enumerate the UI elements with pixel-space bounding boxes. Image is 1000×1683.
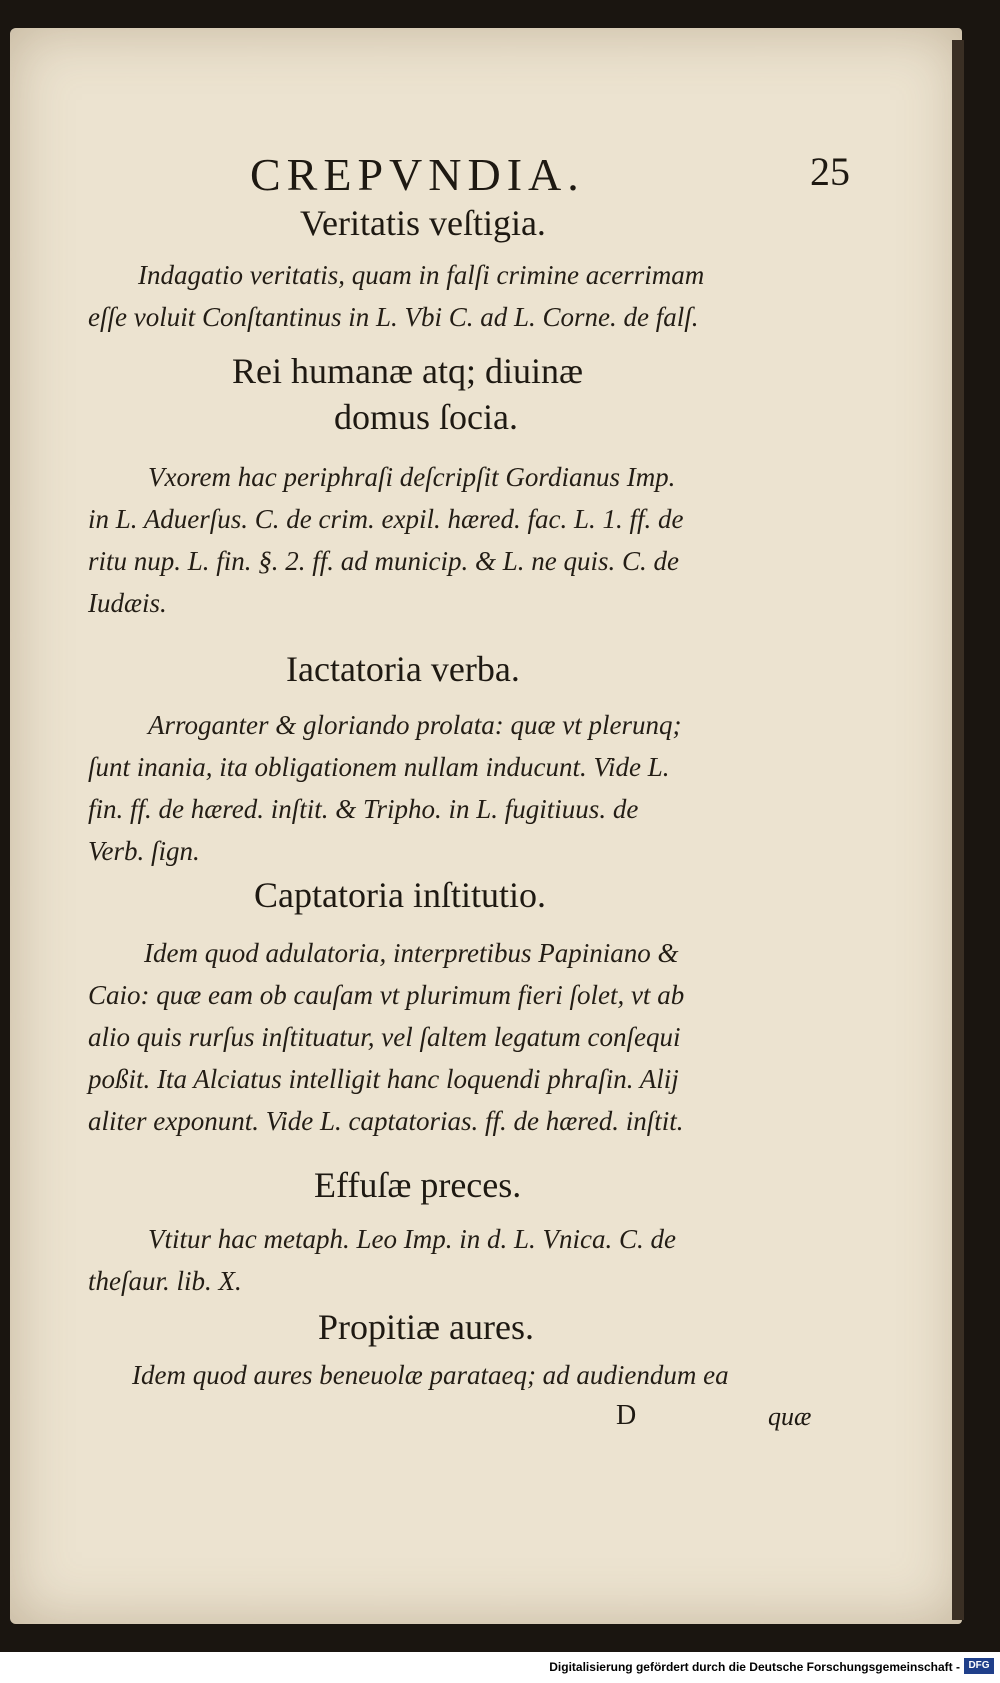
text-line: fin. ff. de hæred. inſtit. & Tripho. in L. fugitiuus. de <box>88 794 639 824</box>
section-body <box>88 932 820 1142</box>
text-line: Indagatio veritatis, quam in falſi crimine acerrimam <box>138 260 705 290</box>
section-heading: Veritatis veſtigia. <box>300 203 546 243</box>
section-body <box>88 704 820 872</box>
section-heading: Captatoria inſtitutio. <box>254 875 546 915</box>
section-body <box>88 1354 820 1396</box>
text-line: ritu nup. L. fin. §. 2. ff. ad municip. & L. ne quis. C. de <box>88 546 680 576</box>
text-line: Vxorem hac periphraſi deſcripſit Gordianus Imp. <box>148 462 676 492</box>
section-body <box>88 254 820 338</box>
text-line: Verb. ſign. <box>88 836 200 866</box>
text-line: Vtitur hac metaph. Leo Imp. in d. L. Vnica. C. de <box>148 1224 676 1254</box>
text-line: alio quis rurſus inſtituatur, vel ſaltem legatum conſequi <box>88 1022 681 1052</box>
text-line: Iudæis. <box>88 588 167 618</box>
text-line: Arroganter & gloriando prolata: quæ vt plerunq; <box>148 710 682 740</box>
section-body <box>88 1218 820 1302</box>
section-heading-continued: domus ſocia. <box>334 397 518 437</box>
text-line: Idem quod aures beneuolæ parataeq; ad audiendum ea <box>132 1360 729 1390</box>
text-line: aliter exponunt. Vide L. captatorias. ff. de hæred. inſtit. <box>88 1106 684 1136</box>
catchword: quæ <box>768 1402 812 1431</box>
text-line: Idem quod adulatoria, interpretibus Papiniano & <box>144 938 679 968</box>
text-line: theſaur. lib. X. <box>88 1266 242 1296</box>
text-line: Caio: quæ eam ob cauſam vt plurimum fieri ſolet, vt ab <box>88 980 685 1010</box>
text-line: poßit. Ita Alciatus intelligit hanc loquendi phraſin. Alij <box>88 1064 679 1094</box>
section-body <box>88 456 820 624</box>
section-heading: Iactatoria verba. <box>286 649 520 689</box>
section-heading: Propitiæ aures. <box>318 1307 534 1347</box>
running-title: CREPVNDIA. <box>250 149 585 200</box>
funding-credit: Digitalisierung gefördert durch die Deutsche Forschungsgemeinschaft - <box>549 1660 960 1674</box>
footer-bar <box>0 1652 1000 1683</box>
text-line: in L. Aduerſus. C. de crim. expil. hæred. fac. L. 1. ff. de <box>88 504 684 534</box>
text-line: eſſe voluit Conſtantinus in L. Vbi C. ad L. Corne. de falſ. <box>88 302 699 332</box>
dfg-logo: DFG <box>964 1658 994 1674</box>
page-number: 25 <box>810 149 850 194</box>
signature-mark: D <box>616 1400 637 1431</box>
text-line: ſunt inania, ita obligationem nullam inducunt. Vide L. <box>88 752 670 782</box>
section-heading: Rei humanæ atq; diuinæ <box>232 351 583 391</box>
page-edge <box>952 40 964 1620</box>
running-head <box>250 148 850 208</box>
section-heading: Effuſæ preces. <box>314 1165 522 1205</box>
